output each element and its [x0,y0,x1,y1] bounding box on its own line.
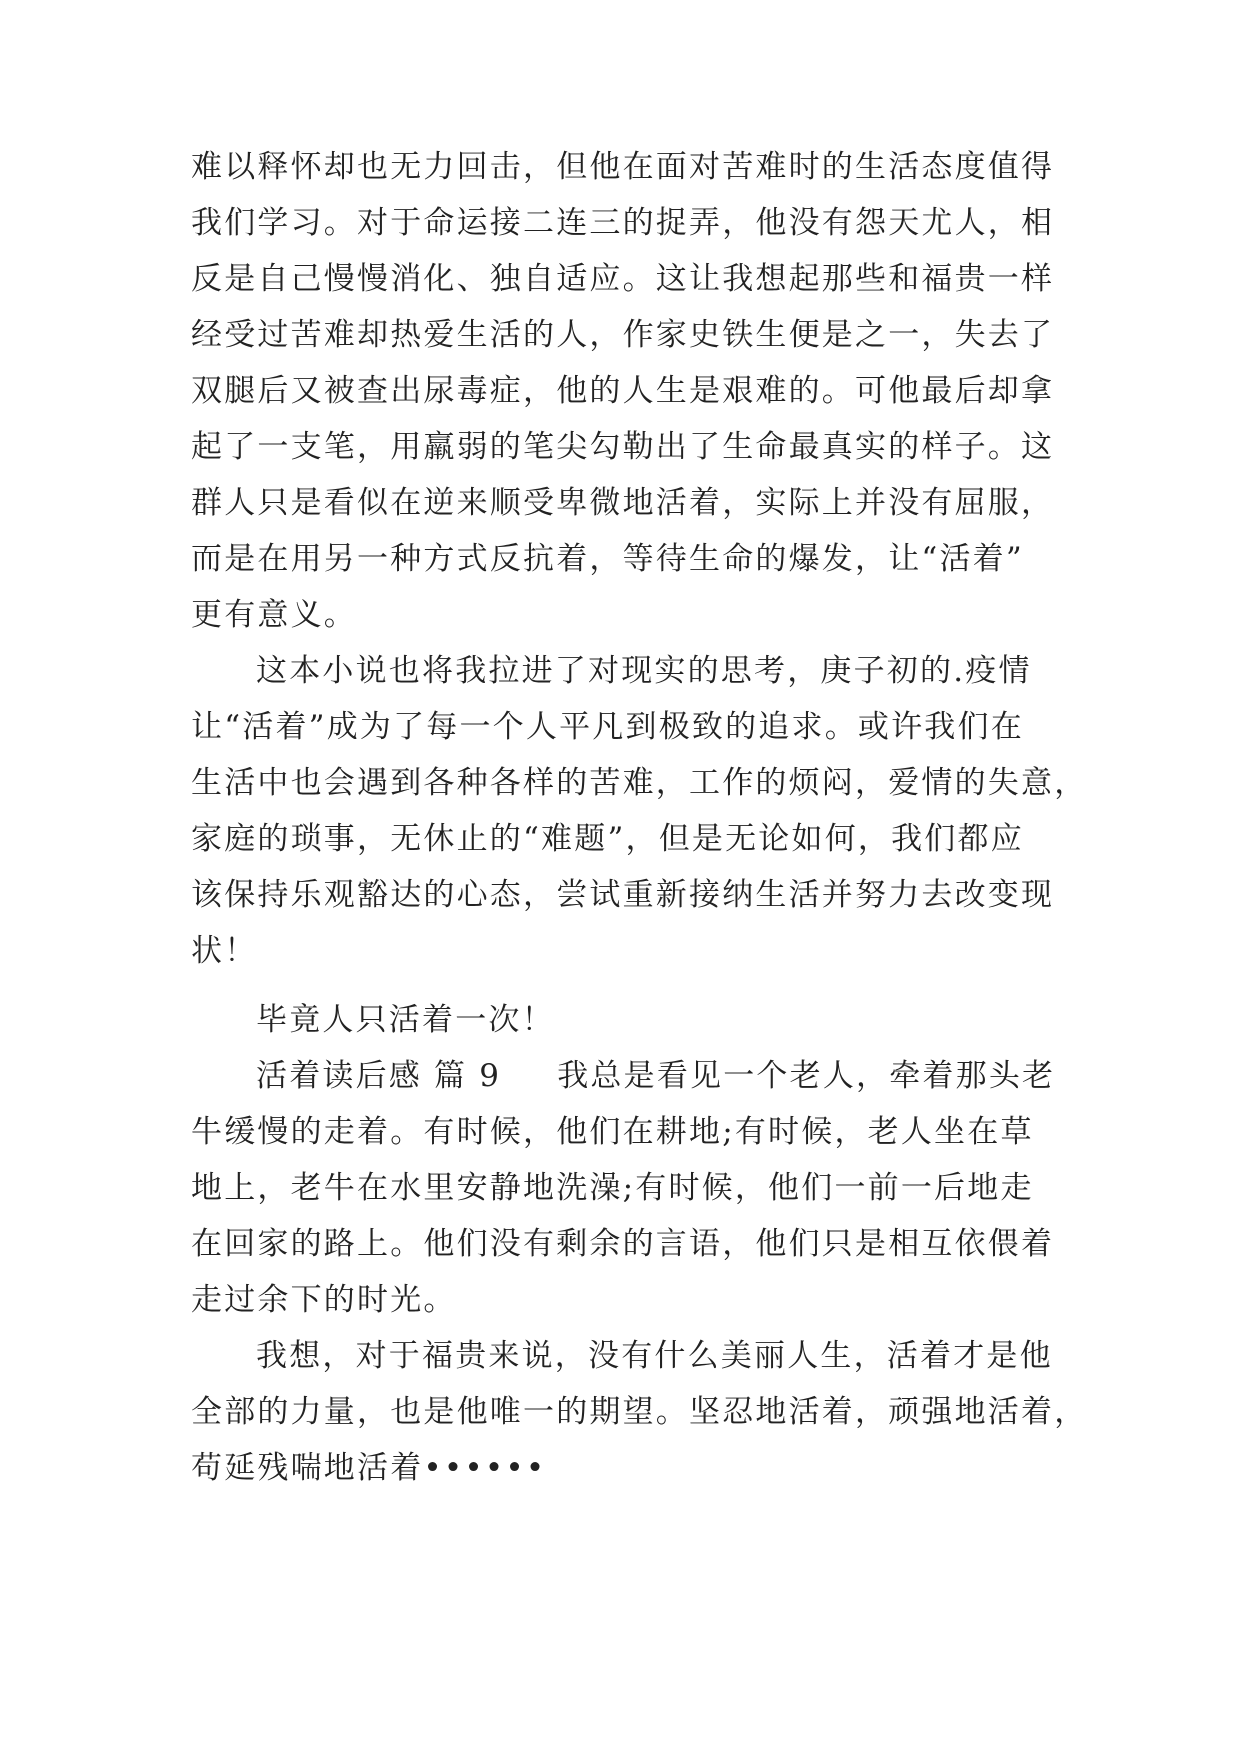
text-line: 生活中也会遇到各种各样的苦难，工作的烦闷，爱情的失意， [191,765,1088,801]
text-line: 我们学习。对于命运接二连三的捉弄，他没有怨天尤人，相 [191,205,1055,241]
text-line: 该保持乐观豁达的心态，尝试重新接纳生活并努力去改变现 [191,877,1055,913]
text-line: 更有意义。 [191,597,357,633]
section-heading: 活着读后感 篇 9 [256,1058,502,1094]
text-line: 走过余下的时光。 [191,1282,457,1318]
text-line: 起了一支笔，用羸弱的笔尖勾勒出了生命最真实的样子。这 [191,429,1055,465]
text-line: 牛缓慢的走着。有时候，他们在耕地;有时候，老人坐在草 [191,1114,1034,1150]
text-line: 难以释怀却也无力回击，但他在面对苦难时的生活态度值得 [191,149,1055,185]
text-line: 状！ [191,933,258,969]
text-line: 全部的力量，也是他唯一的期望。坚忍地活着，顽强地活着， [191,1394,1088,1430]
text-line: 在回家的路上。他们没有剩余的言语，他们只是相互依偎着 [191,1226,1055,1262]
section-first-sentence: 我总是看见一个老人，牵着那头老 [557,1058,1056,1094]
text-line: 经受过苦难却热爱生活的人，作家史铁生便是之一，失去了 [191,317,1055,353]
paragraph-first-line: 这本小说也将我拉进了对现实的思考，庚子初的.疫情 [256,653,1032,689]
text-line: 而是在用另一种方式反抗着，等待生命的爆发，让“活着” [191,541,1024,577]
text-line: 苟延残喘地活着•••••• [191,1450,547,1486]
text-line: 双腿后又被查出尿毒症，他的人生是艰难的。可他最后却拿 [191,373,1055,409]
text-line: 家庭的琐事，无休止的“难题”，但是无论如何，我们都应 [191,821,1024,857]
text-line: 地上，老牛在水里安静地洗澡;有时候，他们一前一后地走 [191,1170,1034,1206]
text-line: 反是自己慢慢消化、独自适应。这让我想起那些和福贵一样 [191,261,1055,297]
paragraph-first-line: 我想，对于福贵来说，没有什么美丽人生，活着才是他 [256,1338,1053,1374]
text-line: 群人只是看似在逆来顺受卑微地活着，实际上并没有屈服， [191,485,1055,521]
paragraph-first-line: 毕竟人只活着一次！ [256,1002,555,1038]
section-heading-line [256,1056,1055,1096]
text-line: 让“活着”成为了每一个人平凡到极致的追求。或许我们在 [191,709,1024,745]
